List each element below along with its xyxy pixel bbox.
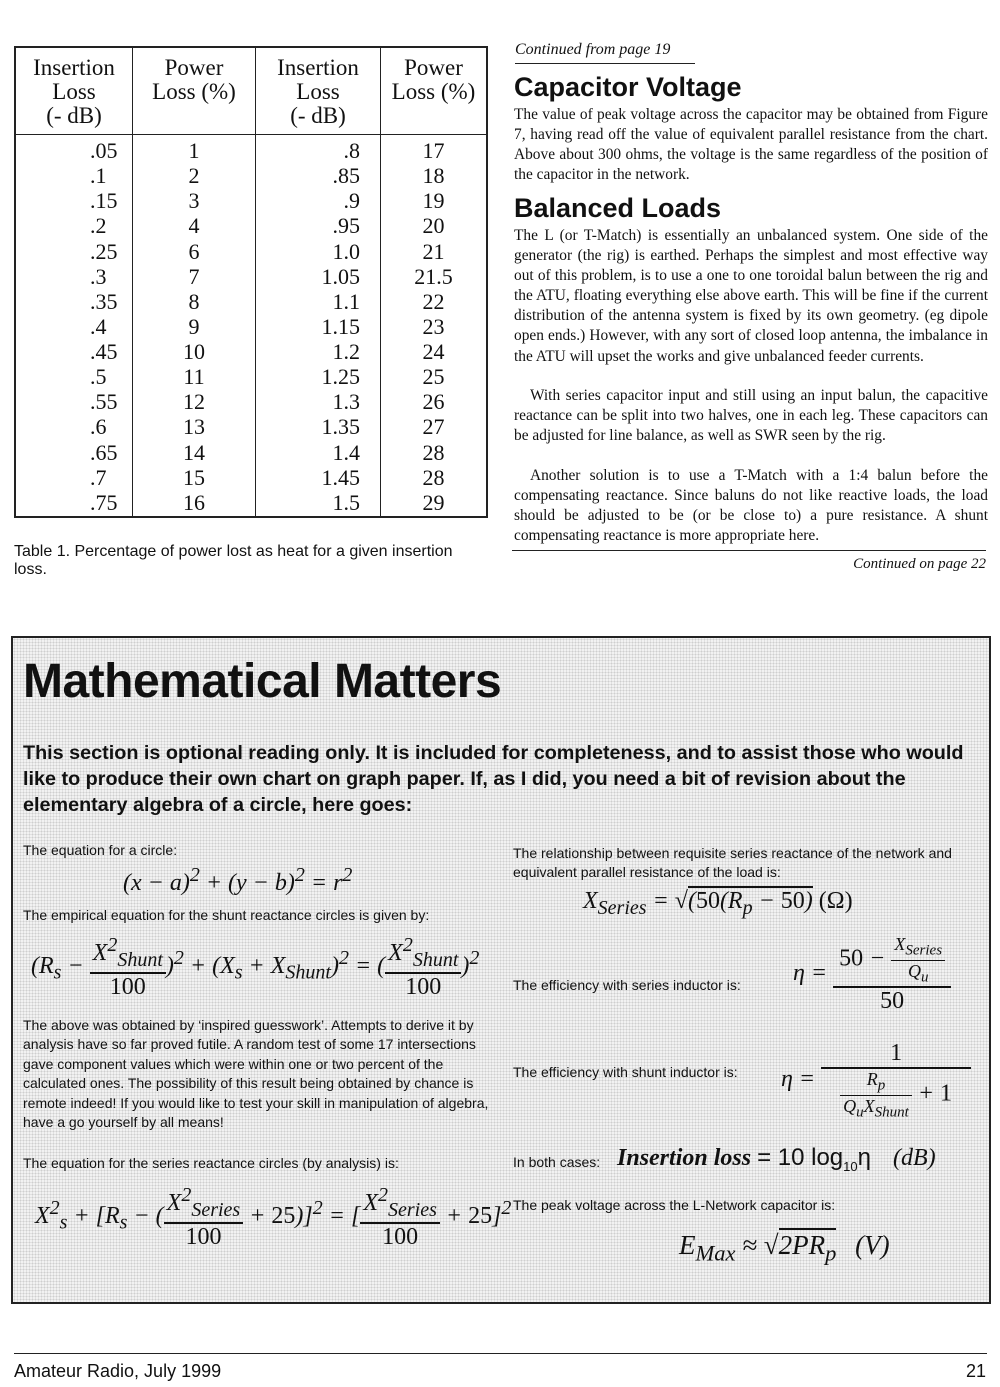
table-row: [15, 265, 487, 290]
circle-equation: $(x - a)^2 + (y - b)^2 = r^2$: [123, 864, 353, 896]
insertion-loss-table: [14, 46, 488, 518]
table-cell: 10: [133, 340, 256, 365]
mathematical-matters-box: [11, 636, 991, 1304]
table-caption: Table 1. Percentage of power lost as heat for a given insertion loss.: [14, 543, 453, 578]
insertion-loss-equation: Insertion loss = 10 $\log_{10}\eta$ (dB): [617, 1144, 936, 1174]
heading-balanced-loads: Balanced Loads: [514, 193, 722, 223]
table-cell: 1.1: [256, 290, 381, 315]
shunt-reactance-equation: ($R_s$ − $\frac{X^2_{Shunt}}{100}$ )$^2 + (X_s + X_{Shunt})^2$ = ( $\frac{X^2_{Shunt}}{100}$ )$^2$: [31, 934, 480, 1000]
continued-from-note: Continued from page 19: [515, 41, 695, 64]
table-cell: 28: [381, 466, 488, 491]
table-header-cell: Power Loss (%): [381, 47, 488, 135]
table-cell: .35: [15, 290, 133, 315]
table-cell: 25: [381, 365, 488, 390]
table-cell: 7: [133, 265, 256, 290]
table-cell: 16: [133, 491, 256, 517]
table-cell: .15: [15, 189, 133, 214]
table-cell: 18: [381, 164, 488, 189]
efficiency-series-equation: η = 50 − $\frac{X_{Series}}{Q_u}$ 50: [793, 934, 951, 1015]
table-cell: 11: [133, 365, 256, 390]
table-row: [15, 240, 487, 265]
table-row: [15, 441, 487, 466]
table-cell: .65: [15, 441, 133, 466]
both-cases-label: In both cases:: [513, 1154, 601, 1170]
table-cell: .45: [15, 340, 133, 365]
efficiency-shunt-label: The efficiency with shunt inductor is:: [513, 1064, 738, 1080]
table-row: [15, 390, 487, 415]
table-cell: .9: [256, 189, 381, 214]
table-cell: 1.15: [256, 315, 381, 340]
table-cell: .1: [15, 164, 133, 189]
table-cell: 29: [381, 491, 488, 517]
relationship-label: The relationship between requisite series reactance of the network and equivalent parallel resistance of the load is:: [513, 845, 952, 881]
peak-voltage-equation: $E_{Max} \approx √2PR_p$ (V): [679, 1230, 890, 1266]
table-cell: 1.0: [256, 240, 381, 265]
table-cell: 1.3: [256, 390, 381, 415]
table-cell: 13: [133, 415, 256, 440]
table-cell: .5: [15, 365, 133, 390]
table-cell: 14: [133, 441, 256, 466]
table-row: [15, 315, 487, 340]
table-row: [15, 290, 487, 315]
table-cell: 3: [133, 189, 256, 214]
paragraph-balanced-loads-3: Another solution is to use a T-Match with a 1:4 balun before the compensating reactance. Since baluns do not like reactive loads, the load should be adjusted to be (or be close to) a pure resistance. A shunt compensating reactance is more appropriate here.: [514, 467, 988, 545]
table-cell: 1.5: [256, 491, 381, 517]
table-cell: 1.45: [256, 466, 381, 491]
table-header-row: [15, 47, 487, 135]
heading-capacitor-voltage: Capacitor Voltage: [514, 72, 742, 102]
table-cell: 19: [381, 189, 488, 214]
table-cell: .6: [15, 415, 133, 440]
table-row: [15, 189, 487, 214]
continued-on-note: Continued on page 22: [512, 550, 986, 573]
table-cell: 9: [133, 315, 256, 340]
paragraph-balanced-loads-2: With series capacitor input and still using an input balun, the capacitive reactance can be split into two halves, one in each leg. These capacitors can be adjusted for line balance, as well as SWR seen by the rig.: [514, 387, 988, 445]
table-cell: .4: [15, 315, 133, 340]
table-header-cell: Power Loss (%): [133, 47, 256, 135]
efficiency-shunt-equation: η = 1 $\frac{R_p}{Q_uX_{Shunt}}$ + 1: [781, 1040, 971, 1121]
table-cell: 1: [133, 135, 256, 165]
table-cell: .85: [256, 164, 381, 189]
footer-publication: Amateur Radio, July 1999: [14, 1361, 222, 1381]
table-header-cell: Insertion Loss (- dB): [15, 47, 133, 135]
table-cell: .75: [15, 491, 133, 517]
table-cell: .25: [15, 240, 133, 265]
table-cell: 26: [381, 390, 488, 415]
table-cell: 24: [381, 340, 488, 365]
table-cell: 2: [133, 164, 256, 189]
table-cell: .2: [15, 214, 133, 239]
footer-rule: [14, 1353, 987, 1354]
peak-voltage-label: The peak voltage across the L-Network capacitor is:: [513, 1197, 836, 1213]
table-cell: 20: [381, 214, 488, 239]
table-row: [15, 164, 487, 189]
table-row: [15, 466, 487, 491]
table-cell: 8: [133, 290, 256, 315]
circle-equation-label: The equation for a circle:: [23, 842, 178, 858]
table-cell: 1.4: [256, 441, 381, 466]
table-cell: 1.2: [256, 340, 381, 365]
table-row: [15, 365, 487, 390]
table-row: [15, 491, 487, 517]
table-cell: 21.5: [381, 265, 488, 290]
table-header-cell: Insertion Loss (- dB): [256, 47, 381, 135]
table-cell: .05: [15, 135, 133, 165]
table-cell: 1.35: [256, 415, 381, 440]
table-row: [15, 340, 487, 365]
table-cell: 15: [133, 466, 256, 491]
series-reactance-relationship-equation: $X_{Series} = √(50(R_p - 50)$ (Ω): [583, 888, 853, 919]
table-cell: 17: [381, 135, 488, 165]
table-body: [15, 135, 487, 518]
table-cell: .95: [256, 214, 381, 239]
table-cell: .55: [15, 390, 133, 415]
page-number: 21: [965, 1361, 986, 1381]
table-cell: 1.05: [256, 265, 381, 290]
table-cell: 21: [381, 240, 488, 265]
mathematical-matters-title: Mathematical Matters: [23, 655, 502, 708]
table-row: [15, 214, 487, 239]
table-row: [15, 415, 487, 440]
table-cell: 4: [133, 214, 256, 239]
series-equation-label: The equation for the series reactance circles (by analysis) is:: [23, 1155, 399, 1171]
mathematical-matters-intro: This section is optional reading only. It is included for completeness, and to assist those who would like to produce their own chart on graph paper. If, as I did, you need a bit of revision about the elementary algebra of a circle, here goes:: [23, 742, 964, 816]
table-cell: 1.25: [256, 365, 381, 390]
guesswork-paragraph: The above was obtained by ‘inspired guesswork’. Attempts to derive it by analysis have so far proved futile. A random test of some 17 intersections gave component values which were within one or two percent of the calculated ones. The possibility of this result being obtained by chance is remote indeed! If you would like to test your skill in manipulation of algebra, have a go yourself by all means!: [23, 1017, 489, 1131]
series-reactance-equation: $X^2_s + [R_s$ − ( $\frac{X^2_{Series}}{100}$ + 25)]$^2$ = [ $\frac{X^2_{Series}}{100}$ + 25]$^2$: [35, 1184, 512, 1250]
table-cell: 22: [381, 290, 488, 315]
table-cell: .7: [15, 466, 133, 491]
table-cell: 28: [381, 441, 488, 466]
table-cell: 6: [133, 240, 256, 265]
paragraph-capacitor-voltage: The value of peak voltage across the capacitor may be obtained from Figure 7, having read off the value of equivalent parallel resistance from the chart. Above about 300 ohms, the voltage is the same regardless of the position of the capacitor in the network.: [514, 106, 988, 184]
table-cell: .8: [256, 135, 381, 165]
table-cell: .3: [15, 265, 133, 290]
efficiency-series-label: The efficiency with series inductor is:: [513, 977, 741, 993]
table-row: [15, 135, 487, 165]
shunt-equation-label: The empirical equation for the shunt reactance circles is given by:: [23, 907, 430, 923]
table-cell: 23: [381, 315, 488, 340]
table-cell: 27: [381, 415, 488, 440]
paragraph-balanced-loads-1: The L (or T-Match) is essentially an unbalanced system. One side of the generator (the rig) is earthed. Perhaps the simplest and most effective way out of this problem, is to use a one to one toroidal balun between the rig and the ATU, floating everything else above earth. This will be fine if the current distribution of the antenna system is fixed by its own geometry. (eg dipole open ends.) However, with any sort of closed loop antenna, the imbalance in the ATU will upset the works and give unbalanced feeder currents.: [514, 227, 988, 365]
table-cell: 12: [133, 390, 256, 415]
